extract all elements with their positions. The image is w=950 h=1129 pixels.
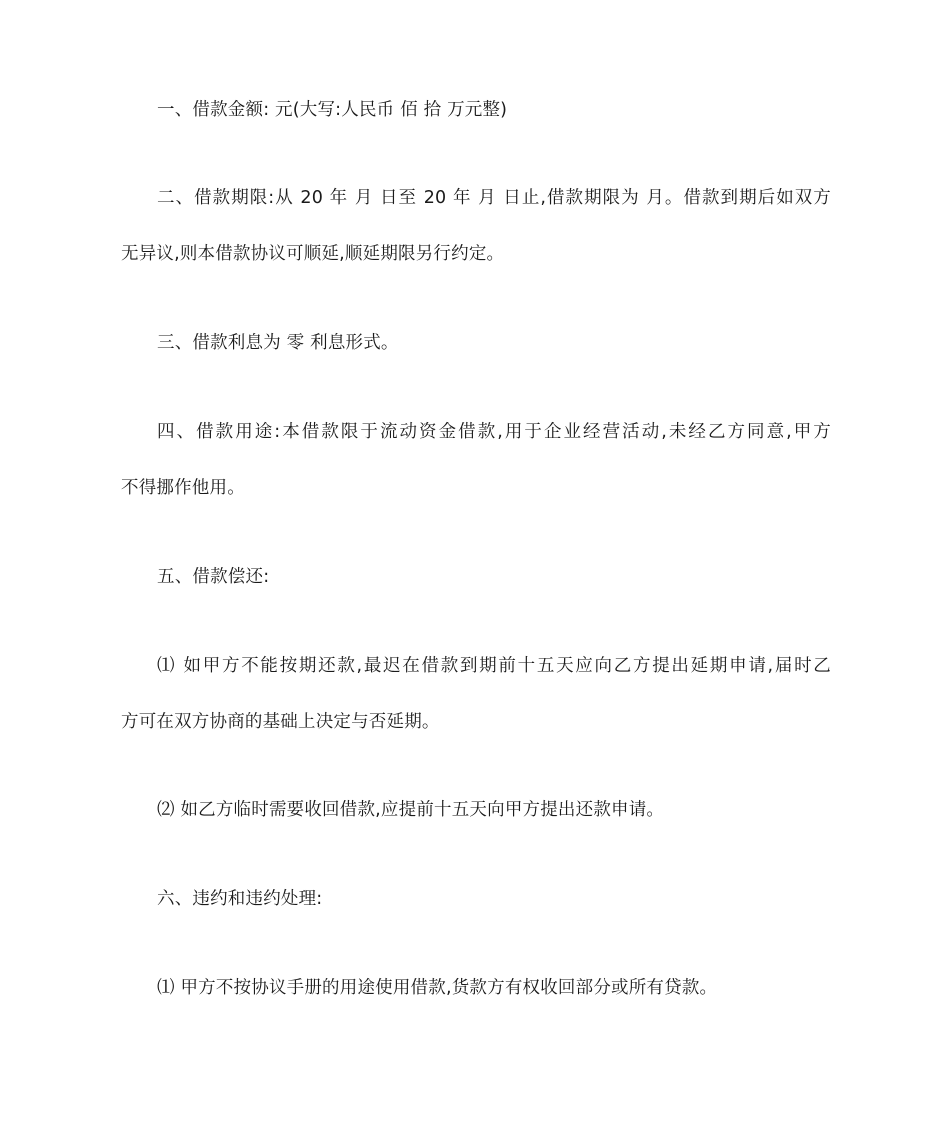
clause-5-item-1-line-1: ⑴ 如甲方不能按期还款,最迟在借款到期前十五天应向乙方提出延期申请,届时乙 (157, 656, 831, 676)
clause-5-repayment-heading: 五、借款偿还: (157, 567, 270, 587)
clause-6-breach-heading: 六、违约和违约处理: (157, 889, 323, 909)
clause-4-loan-purpose-line-1: 四、借款用途:本借款限于流动资金借款,用于企业经营活动,未经乙方同意,甲方 (157, 422, 831, 442)
clause-5-item-2: ⑵ 如乙方临时需要收回借款,应提前十五天向甲方提出还款申请。 (157, 800, 665, 820)
clause-5-item-1-line-2: 方可在双方协商的基础上决定与否延期。 (121, 712, 440, 732)
clause-2-loan-term-line-2: 无异议,则本借款协议可顺延,顺延期限另行约定。 (121, 244, 505, 264)
clause-3-loan-interest: 三、借款利息为 零 利息形式。 (157, 333, 399, 353)
clause-1-loan-amount: 一、借款金额: 元(大写:人民币 佰 拾 万元整) (157, 100, 508, 120)
clause-4-loan-purpose-line-2: 不得挪作他用。 (121, 478, 245, 498)
clause-2-loan-term-line-1: 二、借款期限:从 20 年 月 日至 20 年 月 日止,借款期限为 月。借款到期后如双方 (157, 188, 831, 208)
clause-6-item-1: ⑴ 甲方不按协议手册的用途使用借款,货款方有权收回部分或所有贷款。 (157, 978, 718, 998)
